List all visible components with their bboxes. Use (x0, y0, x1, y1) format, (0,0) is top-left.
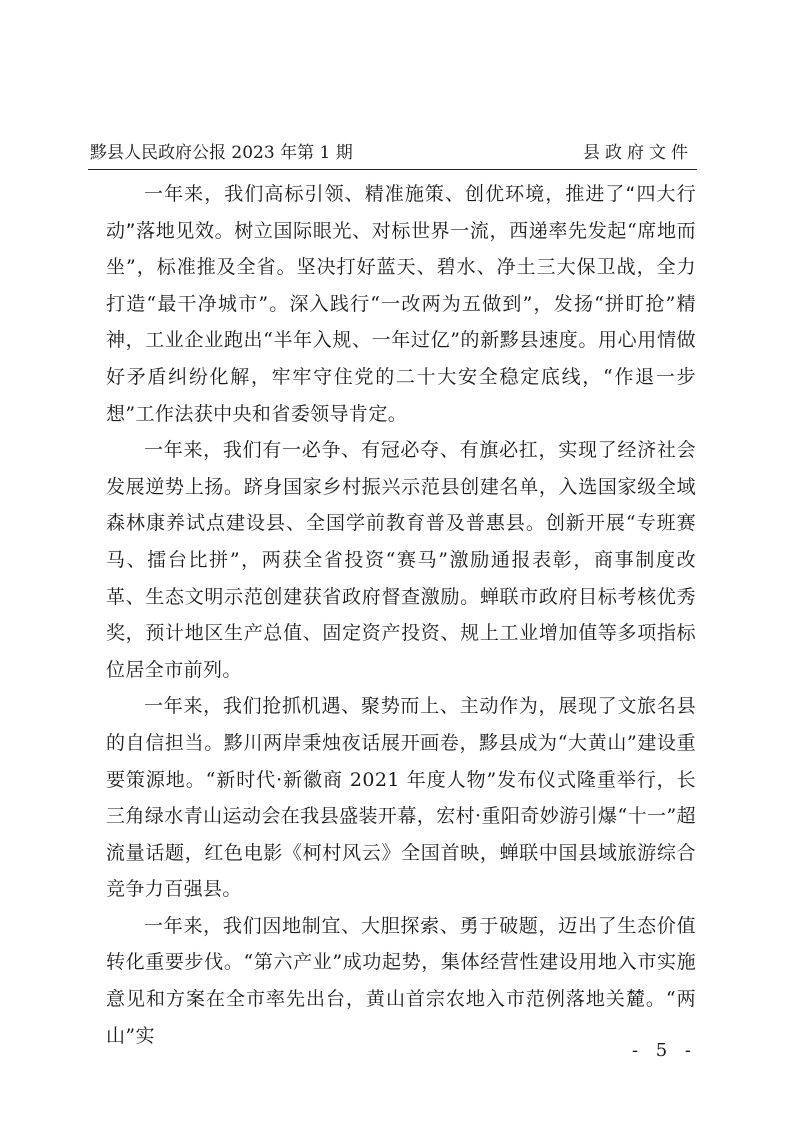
page-header (88, 139, 697, 170)
page-number: - 5 - (631, 1040, 697, 1061)
gazette-title: 黟县人民政府公报 2023 年第 1 期 (90, 143, 353, 163)
paragraph (106, 688, 696, 908)
paragraph-text: 树立国际眼光、对标世界一流，西递率先发起“席地而坐”，标准推及全省。坚决打好蓝天、碧水、净土三大保卫战，全力打造“最干净城市”。深入践行“一改两为五做到”，发扬“拼盯抢”精神，工业企业跑出“半年入规、一年过亿”的新黟县速度。用心用情做好矛盾纠纷化解，牢牢守住党的二十大安全稳定底线，“作退一步想”工作法获中央和省委领导肯定。 (106, 219, 696, 425)
paragraph (106, 908, 696, 1054)
paragraph-text: “第六产业”成功起势，集体经营性建设用地入市实施意见和方案在全市率先出台，黄山首宗农地入市范例落地关麓。“两山”实 (106, 951, 696, 1047)
paragraph (106, 432, 696, 688)
paragraph-lead: 一年来，我们因地制宜、大胆探索、勇于破题，迈出了生态价值转化重要步伐。 (106, 914, 696, 974)
paragraph-lead: 一年来，我们高标引领、精准施策、创优环境，推进了“四大行动”落地见效。 (106, 183, 696, 242)
paragraph-text: 黟川两岸秉烛夜话展开画卷，黟县成为“大黄山”建设重要策源地。“新时代·新徽商 2021 年度人物”发布仪式隆重举行，长三角绿水青山运动会在我县盛装开幕，宏村·重阳奇妙游引爆“十一”超流量话题，红色电影《柯村风云》全国首映，蝉联中国县域旅游综合竞争力百强县。 (106, 731, 696, 901)
document-body (106, 176, 696, 1054)
section-title: 县政府文件 (583, 143, 693, 163)
paragraph (106, 176, 696, 432)
paragraph-lead: 一年来，我们有一必争、有冠必夺、有旗必扛，实现了经济社会发展逆势上扬。 (106, 439, 696, 498)
paragraph-text: 跻身国家乡村振兴示范县创建名单，入选国家级全域森林康养试点建设县、全国学前教育普及普惠县。创新开展“专班赛马、擂台比拼”，两获全省投资“赛马”激励通报表彰，商事制度改革、生态文明示范创建获省政府督查激励。蝉联市政府目标考核优秀奖，预计地区生产总值、固定资产投资、规上工业增加值等多项指标位居全市前列。 (106, 475, 696, 681)
paragraph-lead: 一年来，我们抢抓机遇、聚势而上、主动作为，展现了文旅名县的自信担当。 (106, 695, 696, 754)
